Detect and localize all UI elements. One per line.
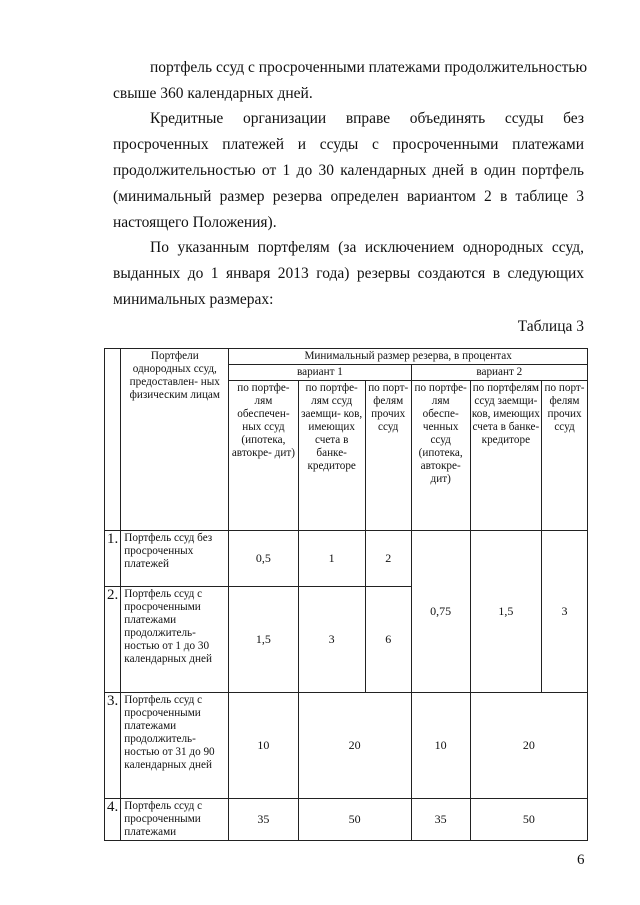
header-min-reserve: Минимальный размер резерва, в процентах (229, 349, 588, 365)
table-row (105, 531, 588, 587)
cell-value: 1 (298, 531, 365, 587)
paragraph-2-line-3: продолжительностью от 1 до 30 календарных дней в один портфель (113, 162, 584, 179)
row-label: Портфель ссуд с просроченными платежами (121, 799, 229, 841)
paragraph-2-line-2: просроченных платежей и ссуды с просроченными платежами (113, 136, 584, 153)
page-number: 6 (577, 852, 585, 868)
cell-value: 50 (298, 799, 411, 841)
header-v1-account-holders: по портфе- лям ссуд заемщи- ков, имеющих счета в банке- кредиторе (298, 381, 365, 531)
cell-value: 6 (365, 587, 411, 693)
cell-value: 1,5 (229, 587, 298, 693)
row-number: 2. (105, 587, 121, 693)
paragraph-3-line-1: По указанным портфелям (за исключением однородных ссуд, (150, 239, 584, 256)
row-label: Портфель ссуд с просроченными платежами продолжитель- ностью от 1 до 30 календарных дней (121, 587, 229, 693)
row-label: Портфель ссуд с просроченными платежами продолжитель- ностью от 31 до 90 календарных дней (121, 693, 229, 799)
header-v2-secured: по портфе- лям обеспе- ченных ссуд (ипотека, автокре- дит) (411, 381, 470, 531)
cell-value: 10 (229, 693, 298, 799)
paragraph-3-line-2: выданных до 1 января 2013 года) резервы создаются в следующих (113, 265, 584, 282)
row-number: 3. (105, 693, 121, 799)
cell-value: 35 (229, 799, 298, 841)
cell-value: 50 (470, 799, 587, 841)
header-v1-secured: по портфе- лям обеспечен- ных ссуд (ипотека, автокре- дит) (229, 381, 298, 531)
cell-value: 10 (411, 693, 470, 799)
row-label: Портфель ссуд без просроченных платежей (121, 531, 229, 587)
paragraph-1-line-2: свыше 360 календарных дней. (113, 85, 313, 102)
paragraph-2-line-4: (минимальный размер резерва определен вариантом 2 в таблице 3 (113, 188, 584, 205)
merged-cell-value: 0,75 (411, 531, 470, 693)
cell-value: 20 (298, 693, 411, 799)
header-v1-other: по порт- фелям прочих ссуд (365, 381, 411, 531)
cell-value: 35 (411, 799, 470, 841)
merged-cell-value: 3 (542, 531, 588, 693)
table-row (105, 799, 588, 841)
header-variant-1: вариант 1 (229, 365, 411, 381)
table-row (105, 693, 588, 799)
merged-cell-value: 1,5 (470, 531, 541, 693)
table-caption: Таблица 3 (517, 318, 584, 335)
header-v2-other: по порт- фелям прочих ссуд (542, 381, 588, 531)
row-number: 1. (105, 531, 121, 587)
paragraph-3-line-3: минимальных размерах: (113, 291, 274, 308)
header-variant-2: вариант 2 (411, 365, 587, 381)
paragraph-1-line-1: портфель ссуд с просроченными платежами продолжительностью (150, 59, 588, 76)
header-portfolio: Портфели однородных ссуд, предоставлен- ных физическим лицам (121, 349, 229, 531)
paragraph-2-line-1: Кредитные организации вправе объединять ссуды без (150, 110, 584, 127)
cell-value: 2 (365, 531, 411, 587)
cell-value: 20 (470, 693, 587, 799)
cell-value: 3 (298, 587, 365, 693)
row-number: 4. (105, 799, 121, 841)
cell-value: 0,5 (229, 531, 298, 587)
paragraph-2-line-5: настоящего Положения). (113, 214, 277, 231)
header-num-cell (105, 349, 121, 531)
reserve-table (104, 348, 588, 841)
header-v2-account-holders: по портфелям ссуд заемщи- ков, имеющих счета в банке- кредиторе (470, 381, 541, 531)
